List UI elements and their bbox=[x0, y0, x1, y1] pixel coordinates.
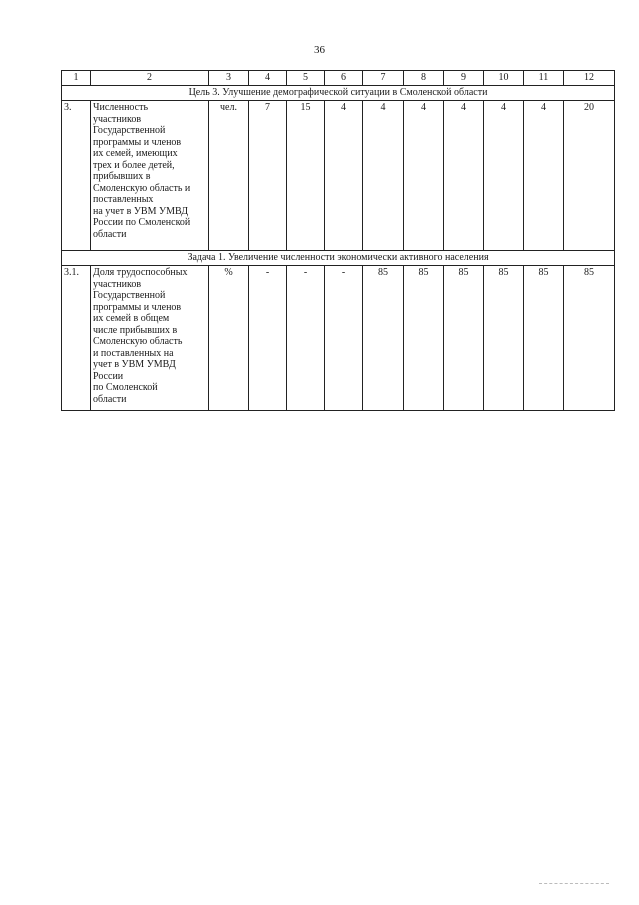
table-row bbox=[62, 101, 615, 251]
column-header: 6 bbox=[325, 71, 363, 86]
row-unit: % bbox=[209, 266, 249, 411]
task-title: Задача 1. Увеличение численности экономически активного населения bbox=[62, 251, 615, 266]
column-header: 9 bbox=[444, 71, 484, 86]
row-value: - bbox=[249, 266, 287, 411]
column-header: 12 bbox=[564, 71, 615, 86]
page-number: 36 bbox=[314, 44, 325, 56]
row-description-text: Численность участников Государственной программы и членов их семей, имеющих трех и более детей, прибывших в Смоленскую область и поставленных на учет в УВМ УМВД России по Смоленской области bbox=[93, 102, 191, 240]
column-header: 2 bbox=[91, 71, 209, 86]
row-value: 4 bbox=[325, 101, 363, 251]
row-description bbox=[91, 101, 209, 251]
table-row bbox=[62, 266, 615, 411]
row-value: - bbox=[287, 266, 325, 411]
row-value: 4 bbox=[484, 101, 524, 251]
column-header: 11 bbox=[524, 71, 564, 86]
column-header: 1 bbox=[62, 71, 91, 86]
goal-title: Цель 3. Улучшение демографической ситуации в Смоленской области bbox=[62, 86, 615, 101]
row-description-text: Доля трудоспособных участников Государственной программы и членов их семей в общем числе прибывших в Смоленскую область и поставленных на учет в УВМ УМВД России по Смоленской области bbox=[93, 267, 188, 405]
row-value: 4 bbox=[404, 101, 444, 251]
column-header: 5 bbox=[287, 71, 325, 86]
column-header: 4 bbox=[249, 71, 287, 86]
indicator-table bbox=[61, 70, 615, 411]
column-header: 8 bbox=[404, 71, 444, 86]
column-header: 10 bbox=[484, 71, 524, 86]
row-value: 4 bbox=[444, 101, 484, 251]
row-value: 4 bbox=[524, 101, 564, 251]
row-value: 85 bbox=[564, 266, 615, 411]
row-value: 85 bbox=[404, 266, 444, 411]
row-value: - bbox=[325, 266, 363, 411]
row-value: 4 bbox=[363, 101, 404, 251]
column-header: 3 bbox=[209, 71, 249, 86]
scan-artifact bbox=[539, 883, 609, 885]
row-index: 3.1. bbox=[62, 266, 91, 411]
row-value: 85 bbox=[363, 266, 404, 411]
row-value: 15 bbox=[287, 101, 325, 251]
row-value: 7 bbox=[249, 101, 287, 251]
row-description bbox=[91, 266, 209, 411]
row-value: 85 bbox=[484, 266, 524, 411]
row-value: 20 bbox=[564, 101, 615, 251]
column-header: 7 bbox=[363, 71, 404, 86]
row-index: 3. bbox=[62, 101, 91, 251]
row-value: 85 bbox=[444, 266, 484, 411]
row-unit: чел. bbox=[209, 101, 249, 251]
row-value: 85 bbox=[524, 266, 564, 411]
column-header-row bbox=[62, 71, 615, 86]
task-row bbox=[62, 251, 615, 266]
goal-row bbox=[62, 86, 615, 101]
